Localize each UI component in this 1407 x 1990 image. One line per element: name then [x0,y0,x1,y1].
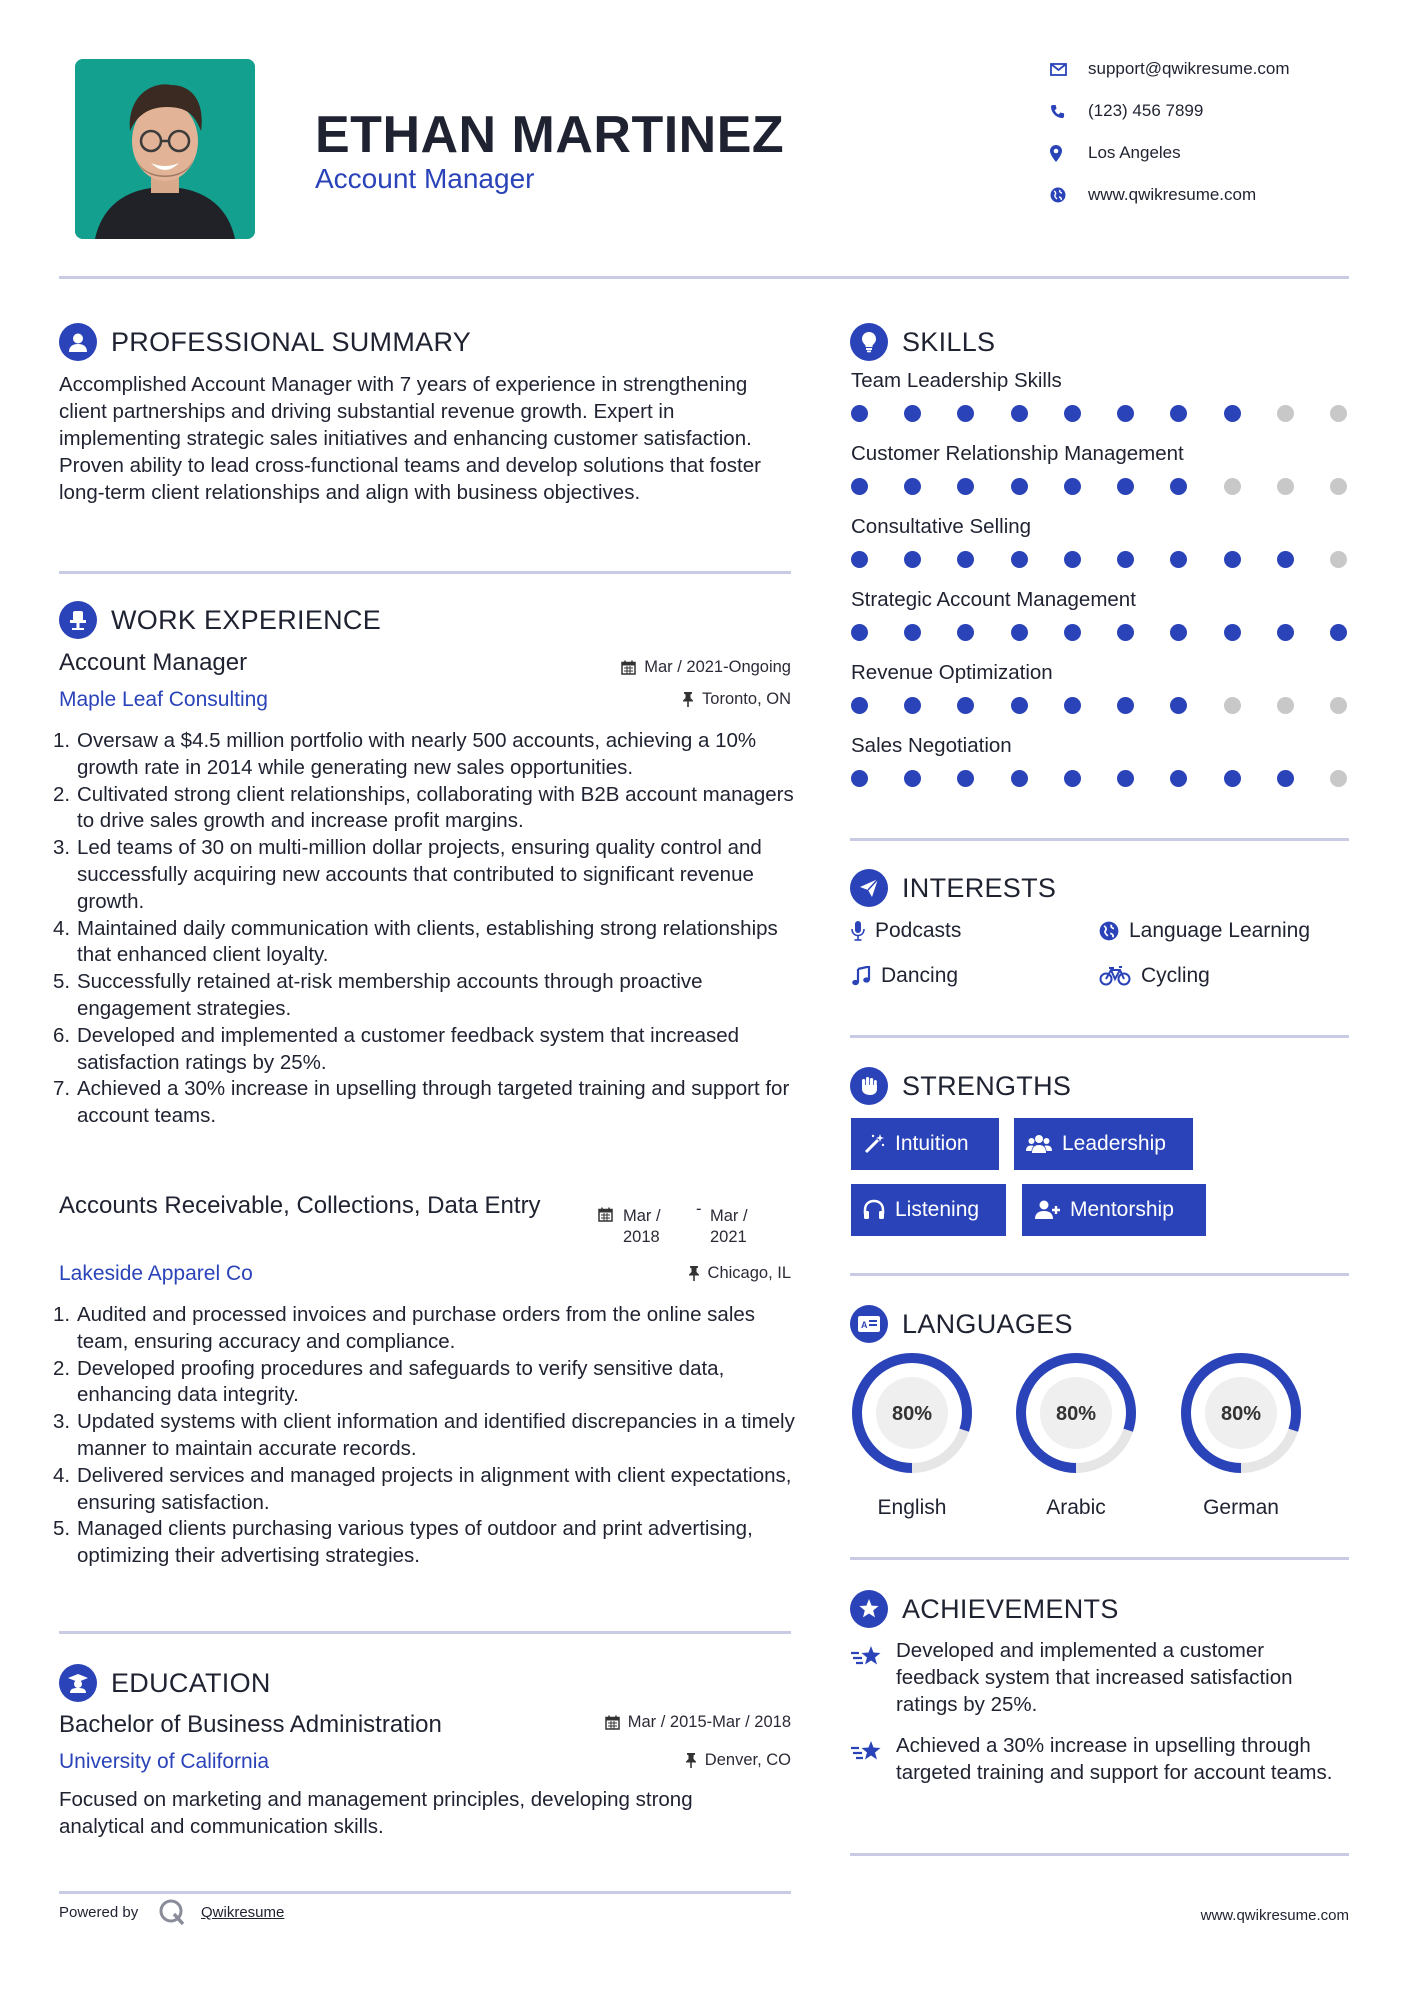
skill-row [851,588,1351,661]
music-note-icon [851,966,871,986]
job-1-date [621,658,791,677]
language-english [850,1351,974,1520]
education-heading [59,1664,271,1702]
strength-mentorship: Mentorship [1022,1184,1206,1236]
rating-dot-filled [851,478,868,495]
rating-dot-filled [904,405,921,422]
experience-heading [59,601,381,639]
paper-plane-icon [850,869,888,907]
contact-website-text: www.qwikresume.com [1088,185,1257,204]
fist-icon [850,1067,888,1105]
interests-title: INTERESTS [902,872,1057,903]
contact-location [1050,141,1181,165]
graduate-icon [59,1664,97,1702]
calendar-icon [605,1715,620,1730]
rating-dot-filled [1277,770,1294,787]
rating-dot-empty [1330,478,1347,495]
interest-language-learning: Language Learning [1099,919,1310,943]
rating-dot-filled [1117,478,1134,495]
calendar-icon [598,1207,614,1227]
achievements-heading [850,1590,1119,1628]
pushpin-icon [682,692,694,707]
rating-dot-filled [1117,697,1134,714]
phone-icon [1050,104,1088,119]
rating-dot-filled [851,770,868,787]
summary-divider [59,571,791,574]
contact-location-text: Los Angeles [1088,143,1181,162]
achievement-item [850,1732,1350,1786]
job-1-location-text: Toronto, ON [702,690,791,708]
strength-intuition: Intuition [851,1118,999,1170]
skill-row [851,515,1351,588]
list-item: 4. Delivered services and managed projects in alignment with client expectations, ensuring satisfaction. [53,1463,792,1514]
lightbulb-icon [850,323,888,361]
languages-heading [850,1305,1073,1343]
star-badge-icon [850,1590,888,1628]
rating-dot-filled [1170,770,1187,787]
skill-name: Sales Negotiation [851,734,1012,757]
contact-email-text: support@qwikresume.com [1088,59,1290,78]
language-card-icon [850,1305,888,1343]
skill-rating [851,405,1347,422]
job-1-date-text: Mar / 2021-Ongoing [644,658,791,676]
rating-dot-filled [1011,405,1028,422]
strengths-title: STRENGTHS [902,1070,1072,1101]
experience-title: WORK EXPERIENCE [111,604,382,635]
skill-row [851,442,1351,515]
language-german [1179,1351,1303,1520]
rating-dot-filled [1064,478,1081,495]
rating-dot-filled [851,697,868,714]
rating-dot-filled [1277,624,1294,641]
rating-dot-filled [957,405,974,422]
contact-phone-text: (123) 456 7899 [1088,101,1204,120]
job-2-bullets [53,1302,801,1570]
candidate-name: ETHAN MARTINEZ [315,106,785,164]
rating-dot-filled [1064,551,1081,568]
list-item: 1. Oversaw a $4.5 million portfolio with nearly 500 accounts, achieving a 10% growth rate in 2014 while generating new sales opportunities. [53,729,757,779]
job-2-company[interactable]: Lakeside Apparel Co [59,1262,253,1285]
skill-name: Customer Relationship Management [851,442,1184,465]
ring-label: 80% [1220,1403,1262,1425]
rating-dot-filled [851,405,868,422]
language-arabic [1014,1351,1138,1520]
skill-name: Consultative Selling [851,515,1032,538]
languages-divider [850,1557,1349,1560]
skills-heading [850,323,995,361]
job-2-date-start: Mar / 2018 [623,1207,661,1246]
skill-rating [851,770,1347,787]
ring-label: 80% [1055,1403,1097,1425]
rating-dot-filled [957,770,974,787]
interest-dancing: Dancing [851,964,958,988]
rating-dot-empty [1330,405,1347,422]
rating-dot-filled [1011,697,1028,714]
list-item: 3. Updated systems with client information and identified discrepancies in a timely manner to maintain accurate records. [53,1410,795,1460]
job-2-date-end: Mar / 2021 [710,1207,748,1246]
rating-dot-filled [1064,405,1081,422]
achievement-text: Developed and implemented a customer feedback system that increased satisfaction ratings by 25%. [896,1639,1293,1716]
rating-dot-empty [1224,697,1241,714]
header-divider [59,276,1349,279]
rating-dot-filled [904,624,921,641]
list-item: 7. Achieved a 30% increase in upselling through targeted training and support for account teams. [53,1077,790,1128]
profile-photo [75,59,255,239]
rating-dot-filled [1277,551,1294,568]
user-icon [59,323,97,361]
pushpin-icon [688,1266,700,1281]
list-item: 3. Led teams of 30 on multi-million dollar projects, ensuring quality control and successfully acquiring new accounts that contributed to significant revenue growth. [53,836,762,913]
rating-dot-filled [1170,697,1187,714]
contact-website[interactable] [1050,183,1256,207]
skills-list [851,369,1351,807]
summary-heading [59,323,471,361]
languages-title: LANGUAGES [902,1308,1073,1339]
interests-divider [850,1035,1349,1038]
job-1-company[interactable]: Maple Leaf Consulting [59,688,268,711]
rating-dot-empty [1224,478,1241,495]
user-plus-icon [1034,1199,1060,1221]
strengths-heading [850,1067,1071,1105]
rating-dot-filled [1170,624,1187,641]
rating-dot-filled [904,478,921,495]
footer-website[interactable]: www.qwikresume.com [1200,1907,1349,1924]
language-name: German [1203,1496,1279,1519]
ring-label: 80% [891,1403,933,1425]
headphones-icon [863,1199,885,1221]
summary-text: Accomplished Account Manager with 7 years of experience in strengthening client partnerships and driving substantial revenue growth. Expert in implementing strategic sales initiatives and enhancing customer satisfaction. Proven ability to lead cross-functional teams and develop solutions that foster long-term client relationships and align with business objectives. [59,373,761,504]
job-2-location-text: Chicago, IL [707,1264,791,1282]
rating-dot-empty [1277,478,1294,495]
rating-dot-filled [1170,405,1187,422]
rating-dot-filled [1011,770,1028,787]
rating-dot-filled [1011,624,1028,641]
skill-name: Strategic Account Management [851,588,1136,611]
interest-podcasts: Podcasts [851,919,961,943]
achievements-title: ACHIEVEMENTS [902,1593,1119,1624]
rating-dot-filled [1224,770,1241,787]
briefcase-icon [59,601,97,639]
skill-rating [851,697,1347,714]
job-2-location [688,1264,791,1283]
skill-rating [851,478,1347,495]
rating-dot-filled [1330,624,1347,641]
achievement-item [850,1637,1350,1718]
skill-row [851,369,1351,442]
shooting-star-icon [850,1732,896,1786]
rating-dot-filled [957,697,974,714]
skill-name: Revenue Optimization [851,661,1053,684]
job-2-title: Accounts Receivable, Collections, Data Entry [59,1192,541,1219]
rating-dot-filled [957,551,974,568]
rating-dot-filled [1224,624,1241,641]
achievements-divider [850,1853,1349,1856]
summary-title: PROFESSIONAL SUMMARY [111,326,472,357]
list-item: 2. Developed proofing procedures and safeguards to verify sensitive data, enhancing data integrity. [53,1356,725,1407]
rating-dot-filled [1224,405,1241,422]
rating-dot-empty [1277,697,1294,714]
candidate-role: Account Manager [315,163,535,194]
strengths-divider [850,1273,1349,1276]
microphone-icon [851,921,865,941]
calendar-icon [621,660,636,675]
map-pin-icon [1050,145,1088,162]
language-ring [1014,1351,1138,1475]
list-item: 1. Audited and processed invoices and purchase orders from the online sales team, ensuring accuracy and compliance. [53,1303,756,1353]
education-school[interactable]: University of California [59,1750,270,1773]
rating-dot-filled [1117,624,1134,641]
education-description: Focused on marketing and management principles, developing strong analytical and communication skills. [59,1788,693,1838]
job-1-bullets [53,728,801,1130]
education-date [605,1713,791,1732]
globe-icon [1050,187,1088,203]
globe-icon [1099,921,1119,941]
rating-dot-filled [851,624,868,641]
rating-dot-filled [957,478,974,495]
bicycle-icon [1099,966,1131,986]
skill-rating [851,551,1347,568]
education-title: EDUCATION [111,1667,271,1698]
strength-listening: Listening [851,1184,1006,1236]
pushpin-icon [685,1753,697,1768]
rating-dot-filled [1064,624,1081,641]
interests-heading [850,869,1056,907]
list-item: 6. Developed and implemented a customer feedback system that increased satisfaction ratings by 25%. [53,1023,740,1074]
job-1-title: Account Manager [59,649,248,676]
rating-dot-empty [1330,551,1347,568]
rating-dot-filled [1170,478,1187,495]
rating-dot-empty [1277,405,1294,422]
language-name: Arabic [1046,1496,1106,1519]
rating-dot-filled [1224,551,1241,568]
rating-dot-filled [851,551,868,568]
contact-phone[interactable] [1050,99,1203,123]
powered-by-label: Powered by [59,1904,139,1921]
rating-dot-filled [1064,697,1081,714]
rating-dot-empty [1330,770,1347,787]
skill-rating [851,624,1347,641]
list-item: 5. Managed clients purchasing various types of outdoor and print advertising, optimizing their advertising strategies. [53,1517,753,1568]
rating-dot-filled [957,624,974,641]
list-item: 2. Cultivated strong client relationships, collaborating with B2B account managers to drive sales growth and increase profit margins. [53,782,794,833]
education-divider [59,1891,791,1894]
language-ring [1179,1351,1303,1475]
language-ring [850,1351,974,1475]
shooting-star-icon [850,1637,896,1718]
language-name: English [877,1496,947,1519]
rating-dot-filled [1011,551,1028,568]
rating-dot-filled [1117,551,1134,568]
rating-dot-filled [904,551,921,568]
skill-row [851,734,1351,807]
skills-divider [850,838,1349,841]
skills-title: SKILLS [902,326,996,357]
rating-dot-filled [1117,405,1134,422]
skill-name: Team Leadership Skills [851,369,1062,392]
envelope-icon [1050,63,1088,76]
job-1-location [682,690,791,709]
education-date-text: Mar / 2015-Mar / 2018 [627,1713,791,1731]
interest-cycling: Cycling [1099,964,1210,988]
rating-dot-filled [1170,551,1187,568]
education-location-text: Denver, CO [704,1751,791,1769]
date-separator: - [696,1200,702,1218]
rating-dot-empty [1330,697,1347,714]
rating-dot-filled [1064,770,1081,787]
svg-text:A: A [861,1320,868,1330]
contact-email[interactable] [1050,57,1290,81]
strength-leadership: Leadership [1014,1118,1193,1170]
rating-dot-filled [904,697,921,714]
education-location [685,1751,791,1770]
experience-divider [59,1631,791,1634]
list-item: 4. Maintained daily communication with clients, establishing strong relationships that enhanced client loyalty. [53,916,778,967]
skill-row [851,661,1351,734]
achievement-text: Achieved a 30% increase in upselling through targeted training and support for account teams. [896,1734,1333,1784]
qwikresume-logo-icon [157,1897,187,1932]
rating-dot-filled [904,770,921,787]
education-degree: Bachelor of Business Administration [59,1711,442,1738]
qwikresume-link[interactable]: Qwikresume [201,1904,285,1921]
rating-dot-filled [1011,478,1028,495]
rating-dot-filled [1117,770,1134,787]
magic-wand-icon [863,1133,885,1155]
list-item: 5. Successfully retained at-risk membership accounts through proactive engagement strategies. [53,970,703,1020]
group-icon [1026,1133,1052,1155]
